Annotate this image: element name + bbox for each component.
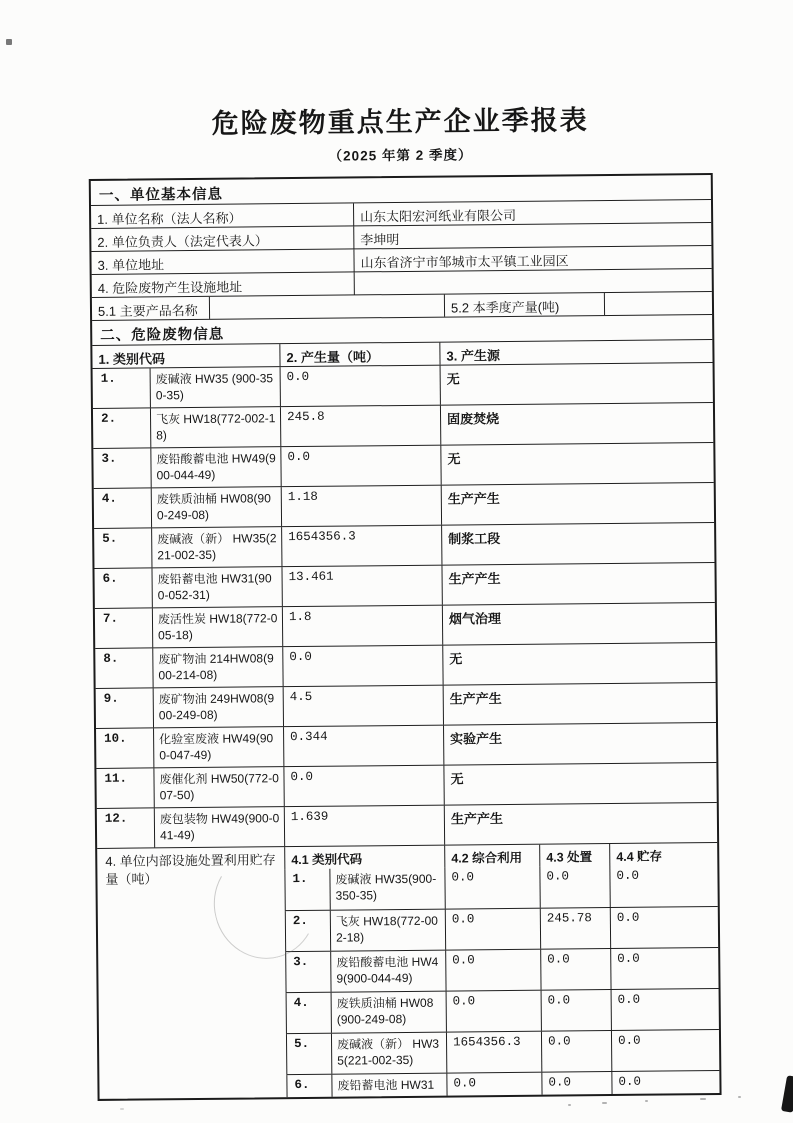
facility-reuse-value: 0.0 xyxy=(445,950,540,991)
waste-row xyxy=(96,682,716,728)
waste-source: 生产产生 xyxy=(443,683,716,725)
waste-name-code: 废碱液 HW35 (900-350-35) xyxy=(150,367,280,407)
waste-quantity: 0.344 xyxy=(283,726,443,767)
info-value xyxy=(354,269,712,294)
facility-disposal-value: 245.78 xyxy=(540,908,610,949)
internal-facility-section xyxy=(97,842,719,1099)
waste-source: 无 xyxy=(440,443,713,485)
scan-noise xyxy=(568,1104,571,1106)
facility-storage-value: 0.0 xyxy=(610,948,718,989)
product-name-value xyxy=(209,295,444,319)
waste-quantity: 245.8 xyxy=(280,406,440,447)
scan-noise xyxy=(602,1102,607,1104)
waste-row-number: 8. xyxy=(103,651,119,666)
facility-disposal-value: 0.0 xyxy=(541,990,611,1031)
facility-storage-value: 0.0 xyxy=(609,865,717,907)
internal-facility-label: 4. 单位内部设施处置利用贮存量（吨） xyxy=(105,852,276,887)
waste-row-number: 6. xyxy=(102,571,118,586)
waste-row xyxy=(97,802,717,848)
facility-row xyxy=(286,1070,719,1097)
waste-name-code: 废催化剂 HW50(772-007-50) xyxy=(153,767,283,807)
waste-row-number: 10. xyxy=(104,731,127,746)
waste-row xyxy=(94,482,714,528)
facility-row xyxy=(286,988,719,1033)
page-title: 危险废物重点生产企业季报表 xyxy=(211,105,589,139)
facility-rows xyxy=(284,865,719,1097)
waste-name-code: 飞灰 HW18(772-002-18) xyxy=(150,407,280,447)
quarter-output-value xyxy=(604,292,712,315)
waste-name-code: 废包装物 HW49(900-041-49) xyxy=(154,807,284,847)
scan-noise xyxy=(738,1096,741,1098)
waste-row xyxy=(96,722,716,768)
waste-row xyxy=(93,362,713,408)
col-generation-source: 3. 产生源 xyxy=(439,340,712,365)
facility-waste-name-code: 废碱液 HW35(900-350-35) xyxy=(329,868,444,910)
info-label: 4. 危险废物产生设施地址 xyxy=(97,279,243,296)
waste-source: 烟气治理 xyxy=(442,603,715,645)
product-name-label: 5.1 主要产品名称 xyxy=(97,302,198,319)
facility-reuse-value: 0.0 xyxy=(445,909,540,950)
facility-row xyxy=(284,865,717,910)
facility-row-number: 2. xyxy=(285,911,330,951)
waste-source: 实验产生 xyxy=(443,723,716,765)
waste-source: 固废焚烧 xyxy=(440,403,713,445)
waste-row xyxy=(94,522,714,568)
report-period: （2025 年第 2 季度） xyxy=(328,147,473,164)
waste-quantity: 0.0 xyxy=(280,446,440,487)
waste-name-code: 废碱液（新） HW35(221-002-35) xyxy=(151,527,281,567)
waste-source: 生产产生 xyxy=(441,483,714,525)
facility-reuse-value: 0.0 xyxy=(444,867,539,909)
waste-source: 制浆工段 xyxy=(441,523,714,565)
waste-name-code: 废矿物油 214HW08(900-214-08) xyxy=(152,647,282,687)
pen-mark xyxy=(6,39,12,45)
waste-name-code: 废活性炭 HW18(772-005-18) xyxy=(152,607,282,647)
scan-noise xyxy=(645,1100,648,1102)
facility-storage-value: 0.0 xyxy=(611,1030,719,1071)
facility-waste-name-code: 废碱液（新） HW35(221-002-35) xyxy=(331,1033,446,1074)
info-value: 山东太阳宏河纸业有限公司 xyxy=(353,200,711,225)
waste-row-number: 5. xyxy=(102,531,118,546)
waste-row-number: 9. xyxy=(103,691,119,706)
quarter-output-label: 5.2 本季度产量(吨) xyxy=(444,293,604,317)
waste-row-number: 12. xyxy=(104,811,128,826)
col-generated-amount: 2. 产生量（吨） xyxy=(279,343,439,367)
col-comprehensive-use: 4.2 综合利用 xyxy=(444,845,539,868)
waste-row xyxy=(93,442,713,488)
waste-source: 生产产生 xyxy=(441,563,714,605)
info-label: 2. 单位负责人（法定代表人） xyxy=(97,233,268,250)
unit-info-rows xyxy=(91,199,712,297)
facility-disposal-value: 0.0 xyxy=(539,866,609,908)
internal-facility-table xyxy=(284,843,719,1097)
facility-reuse-value: 0.0 xyxy=(446,991,541,1032)
waste-row xyxy=(93,402,713,448)
col-disposal: 4.3 处置 xyxy=(539,844,609,867)
report-form-table xyxy=(89,173,722,1101)
waste-source: 无 xyxy=(443,763,716,805)
facility-waste-name-code: 废铅酸蓄电池 HW49(900-044-49) xyxy=(330,951,445,992)
waste-row xyxy=(95,602,715,648)
facility-storage-value: 0.0 xyxy=(611,989,719,1030)
facility-row xyxy=(285,906,718,951)
waste-row xyxy=(94,562,714,608)
waste-quantity: 4.5 xyxy=(283,686,443,727)
waste-name-code: 废铅酸蓄电池 HW49(900-044-49) xyxy=(150,447,280,487)
waste-row-number: 11. xyxy=(104,771,128,786)
waste-quantity: 1.8 xyxy=(282,606,442,647)
waste-name-code: 废铁质油桶 HW08(900-249-08) xyxy=(151,487,281,527)
facility-storage-value: 0.0 xyxy=(610,907,718,948)
waste-rows xyxy=(93,362,718,848)
facility-disposal-value: 0.0 xyxy=(541,1072,611,1095)
scan-noise xyxy=(700,1098,706,1100)
waste-quantity: 0.0 xyxy=(283,766,443,807)
waste-quantity: 1654356.3 xyxy=(281,526,441,567)
waste-row-number: 2. xyxy=(100,411,117,426)
col-facility-category-code: 4.1 类别代码 xyxy=(284,846,444,870)
info-value: 山东省济宁市邹城市太平镇工业园区 xyxy=(353,246,711,271)
facility-row-number: 6. xyxy=(286,1075,331,1097)
facility-row xyxy=(286,1029,719,1074)
scan-edge-mark xyxy=(781,1075,793,1113)
waste-quantity: 0.0 xyxy=(280,366,440,407)
facility-reuse-value: 0.0 xyxy=(446,1073,541,1096)
waste-row-number: 4. xyxy=(101,491,117,506)
waste-row xyxy=(95,642,715,688)
waste-row-number: 7. xyxy=(102,611,119,626)
facility-storage-value: 0.0 xyxy=(611,1071,719,1094)
section1-header: 一、单位基本信息 xyxy=(98,186,223,204)
section2-header: 二、危险废物信息 xyxy=(92,314,712,345)
waste-row-number: 3. xyxy=(101,451,117,466)
waste-quantity: 13.461 xyxy=(281,566,441,607)
waste-quantity: 1.639 xyxy=(284,806,444,847)
facility-row-number: 4. xyxy=(286,993,331,1033)
col-category-code: 1. 类别代码 xyxy=(98,351,166,367)
waste-source: 生产产生 xyxy=(444,803,717,845)
info-label: 1. 单位名称（法人名称） xyxy=(97,210,242,227)
scan-noise xyxy=(120,1108,124,1110)
waste-source: 无 xyxy=(440,363,713,405)
waste-row-number: 1. xyxy=(100,371,116,386)
facility-row-number: 5. xyxy=(286,1034,331,1074)
info-label: 3. 单位地址 xyxy=(97,257,165,273)
waste-quantity: 1.18 xyxy=(281,486,441,527)
waste-row xyxy=(96,762,716,808)
facility-waste-name-code: 废铅蓄电池 HW31 xyxy=(331,1074,446,1097)
waste-name-code: 废铅蓄电池 HW31(900-052-31) xyxy=(151,567,281,607)
document-content xyxy=(88,97,722,1101)
facility-row-number: 3. xyxy=(285,952,330,992)
facility-row xyxy=(285,947,718,992)
waste-quantity: 0.0 xyxy=(282,646,442,687)
waste-name-code: 废矿物油 249HW08(900-249-08) xyxy=(153,687,283,727)
waste-name-code: 化验室废液 HW49(900-047-49) xyxy=(153,727,283,767)
waste-source: 无 xyxy=(442,643,715,685)
info-value: 李坤明 xyxy=(353,223,711,248)
facility-row-number: 1. xyxy=(284,869,329,910)
facility-waste-name-code: 飞灰 HW18(772-002-18) xyxy=(330,910,445,951)
facility-disposal-value: 0.0 xyxy=(540,949,610,990)
facility-waste-name-code: 废铁质油桶 HW08 (900-249-08) xyxy=(331,992,446,1033)
col-storage: 4.4 贮存 xyxy=(609,843,717,866)
facility-reuse-value: 1654356.3 xyxy=(446,1032,541,1073)
facility-disposal-value: 0.0 xyxy=(541,1031,611,1072)
